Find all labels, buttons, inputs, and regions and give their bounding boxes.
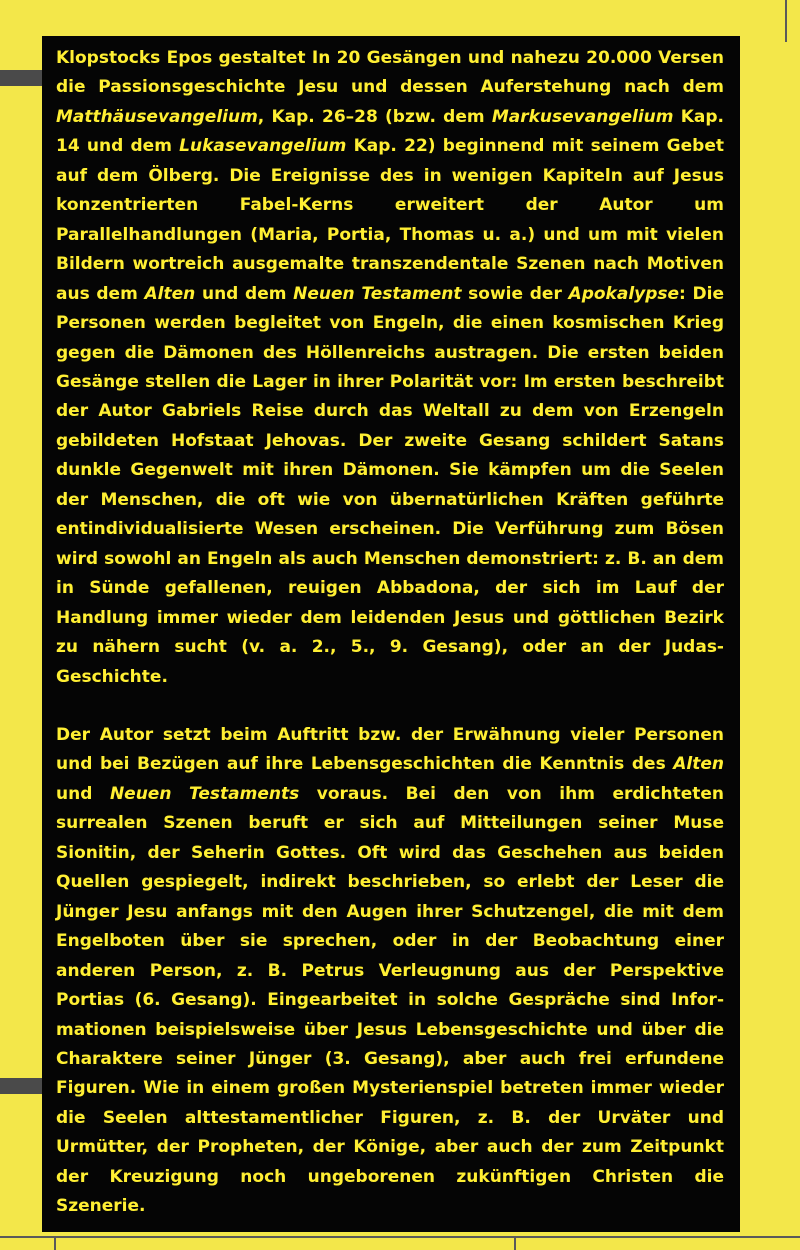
background-bar-top <box>0 70 42 86</box>
background-line-right <box>785 0 787 42</box>
background-line-bottom-mid <box>514 1236 516 1250</box>
text-segment-italic: Alten <box>144 283 196 304</box>
text-segment: Klopstocks Epos gestaltet In 20 Gesängen und nahezu 20.000 Versen die Passionsgeschichte Jesu und dessen Auferstehung nach dem <box>56 48 724 98</box>
text-segment: Kap. 14 und dem <box>56 106 724 157</box>
text-segment: Der Autor setzt beim Auftritt bzw. der Erwähnung vieler Personen und bei Bezügen auf ihre Lebensgeschichten die Kenntnis des <box>56 724 724 775</box>
background-bar-bottom <box>0 1078 42 1094</box>
text-segment-italic: Lukasevangelium <box>179 136 347 157</box>
text-segment: voraus. Bei den von ihm erdichteten surrealen Szenen beruft er sich auf Mitteilungen seiner Muse Sionitin, der Seherin Gottes. Oft wird das Geschehen aus beiden Quellen gespiegelt, indirekt beschrieben, so erlebt der Leser die Jünger Jesu anfangs mit den Augen ihrer Schutzengel, die mit dem Engelboten über sie sprechen, oder in der Beobachtung einer anderen Person, z. B. Petrus Verleugnung aus der Perspektive Portias (6. Gesang). Eingearbeitet in solche Gespräche sind Informationen beispielsweise über Jesus Lebensgeschichte und über die Charaktere seiner Jünger (3. Gesang), aber auch frei erfundene Figuren. Wie in einem großen Mysterienspiel betreten immer wieder die Seelen alttestamentlicher Figuren, z. B. der Urväter und Urmütter, der Propheten, der Könige, aber auch der zum Zeitpunkt der Kreuzigung noch ungeborenen zukünftigen Christen die Szenerie. <box>56 783 724 1217</box>
background-line-bottom-left <box>54 1236 56 1250</box>
text-segment: und <box>56 783 110 804</box>
background-line-bottom <box>0 1236 800 1238</box>
text-segment-italic: Markusevangelium <box>491 106 674 127</box>
text-segment: , Kap. 26–28 (bzw. dem <box>257 106 492 127</box>
text-segment-italic: Matthäusevangelium <box>56 106 258 127</box>
paragraph-1 <box>56 44 724 692</box>
text-segment-italic: Apokalypse <box>568 283 680 304</box>
text-panel <box>42 36 740 1232</box>
text-segment: Kap. 22) beginnend mit seinem Gebet auf dem Ölberg. Die Ereignisse des in wenigen Kapiteln auf Jesus konzentrierten Fabel-Kerns erweitert der Autor um Parallelhandlungen (Maria, Portia, Thomas u. a.) und um mit vielen Bildern wortreich ausgemalte transzendentale Szenen nach Motiven aus dem <box>56 136 724 304</box>
paragraph-2 <box>56 721 724 1222</box>
text-segment: sowie der <box>461 283 569 304</box>
text-segment: und dem <box>195 283 294 304</box>
text-segment-italic: Neuen Testament <box>293 283 462 304</box>
text-segment-italic: Alten <box>673 754 724 775</box>
text-segment-italic: Neuen Testaments <box>109 783 300 804</box>
text-segment: : Die Personen werden begleitet von Engeln, die einen kosmischen Krieg gegen die Dämonen des Höllenreichs austragen. Die ersten beiden Gesänge stellen die Lager in ihrer Polarität vor: Im ersten beschreibt der Autor Gabriels Reise durch das Weltall zu dem von Erzengeln gebildeten Hofstaat Jehovas. Der zweite Gesang schildert Satans dunkle Gegenwelt mit ihren Dämonen. Sie kämpfen um die Seelen der Menschen, die oft wie von übernatürlichen Kräften geführte entindividualisierte Wesen erscheinen. Die Verführung zum Bösen wird sowohl an Engeln als auch Menschen demonstriert: z. B. an dem in Sünde gefallenen, reuigen Abbadona, der sich im Lauf der Handlung immer wieder dem leidenden Jesus und göttlichen Bezirk zu nähern sucht (v. a. 2., 5., 9. Gesang), oder an der Judas-Geschichte. <box>56 283 725 687</box>
